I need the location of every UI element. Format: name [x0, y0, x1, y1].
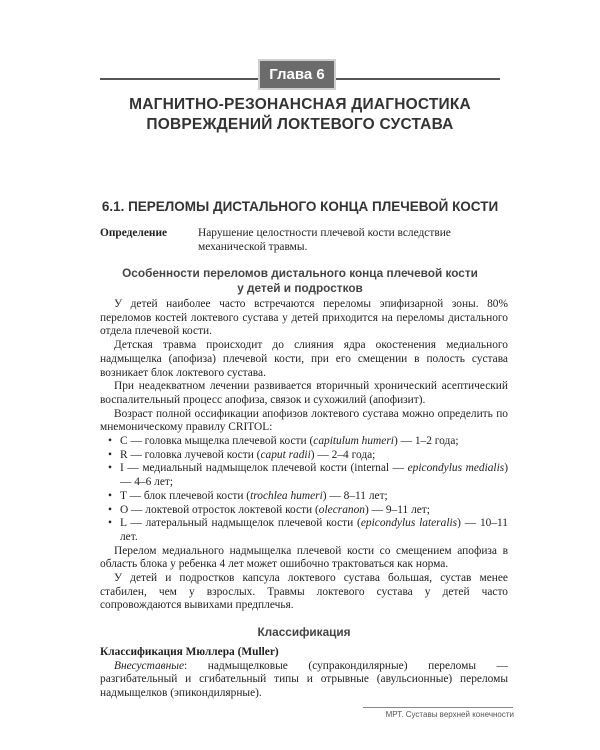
- item-text: T — блок плечевой кости (: [120, 489, 251, 502]
- item-text: ) — 4–6 лет;: [120, 462, 508, 489]
- bullet: •: [108, 435, 112, 448]
- bullet: •: [108, 517, 112, 530]
- bullet: •: [108, 489, 112, 502]
- paragraph: Возраст полной оссификации апофизов локтевого сустава можно определить по мнемоническому правилу CRITOL:: [100, 407, 508, 434]
- item-text: ) — 9–11 лет;: [364, 503, 430, 516]
- latin-term: capitulum humeri: [313, 435, 394, 448]
- paragraph: Детская травма происходит до слияния ядра окостенения медиального надмыщелка (апофиза) плечевой кости, при его смещении в полость сустава возникает блок локтевого сустава.: [100, 339, 508, 379]
- classification-subheading: Классификация Мюллера (Muller): [100, 645, 279, 658]
- paragraph: У детей наиболее часто встречаются переломы эпифизарной зоны. 80% переломов костей локтевого сустава у детей приходится на переломы дистального отдела плечевой кости.: [100, 298, 508, 338]
- latin-term: olecranon: [318, 503, 365, 516]
- classification-item-text: : надмыщелковые (супракондилярные) переломы — разгибательный и сгибательный типы и отрывные (авульсионные) переломы надмыщелков (эпикондилярные).: [100, 659, 508, 699]
- item-text: ) — 2–4 года;: [310, 448, 376, 461]
- latin-term: trochlea humeri: [250, 489, 323, 502]
- classification-heading: Классификация: [257, 625, 351, 640]
- item-text: ) — 10–11 лет.: [120, 517, 508, 543]
- item-text: I — медиальный надмыщелок плечевой кости (internal —: [120, 462, 408, 475]
- definition-text: Нарушение целостности плечевой кости вследствие механической травмы.: [198, 227, 451, 253]
- section-title: 6.1. ПЕРЕЛОМЫ ДИСТАЛЬНОГО КОНЦА ПЛЕЧЕВОЙ КОСТИ: [101, 199, 499, 214]
- bullet: •: [108, 462, 112, 475]
- chapter-title-line-1: МАГНИТНО-РЕЗОНАНСНАЯ ДИАГНОСТИКА: [129, 96, 471, 113]
- bullet: •: [108, 503, 112, 516]
- latin-term: caput radii: [260, 448, 311, 461]
- item-text: ) — 8–11 лет;: [322, 489, 388, 502]
- list-item: [100, 449, 508, 463]
- bullet: •: [108, 448, 112, 461]
- paragraph: При неадекватном лечении развивается вторичный хронический асептический воспалительный процесс апофиза, связок и сухожилий (апофизит).: [100, 380, 508, 406]
- subsection-title-line-2: у детей и подростков: [237, 281, 363, 295]
- latin-term: epicondylus lateralis: [360, 517, 458, 530]
- subsection-title-line-1: Особенности переломов дистального конца плечевой кости: [122, 266, 478, 280]
- definition-term: Определение: [100, 227, 168, 239]
- chapter-label: Глава 6: [258, 59, 336, 90]
- subsection-title: [60, 266, 540, 296]
- list-item: [100, 517, 508, 544]
- critol-list: [100, 435, 508, 545]
- item-text: ) — 1–2 года;: [393, 435, 459, 448]
- classification-item: [100, 660, 508, 701]
- paragraph: У детей и подростков капсула локтевого сустава большая, сустав менее стабилен, чем у взрослых. Травмы локтевого сустава у детей часто сопровождаются вывихами предплечья.: [100, 572, 508, 612]
- running-footer: МРТ. Суставы верхней конечности: [385, 710, 514, 719]
- paragraph: Перелом медиального надмыщелка плечевой кости со смещением апофиза в область блока у ребенка 4 лет может ошибочно трактоваться как норма.: [100, 544, 508, 571]
- item-text: C — головка мыщелка плечевой кости (: [120, 435, 314, 448]
- footer-rule: [363, 707, 513, 708]
- chapter-title: [60, 95, 540, 135]
- latin-term: epicondylus medialis: [407, 462, 505, 475]
- list-item: [100, 462, 508, 489]
- chapter-title-line-2: ПОВРЕЖДЕНИЙ ЛОКТЕВОГО СУСТАВА: [146, 116, 454, 133]
- list-item: [100, 504, 508, 518]
- body-text: [100, 298, 508, 701]
- item-text: R — головка лучевой кости (: [120, 448, 261, 461]
- item-text: L — латеральный надмыщелок плечевой кости (: [120, 517, 361, 530]
- item-text: O — локтевой отросток локтевой кости (: [120, 503, 319, 516]
- classification-item-label: Внесуставные: [114, 659, 185, 672]
- list-item: [100, 490, 508, 504]
- list-item: [100, 435, 508, 449]
